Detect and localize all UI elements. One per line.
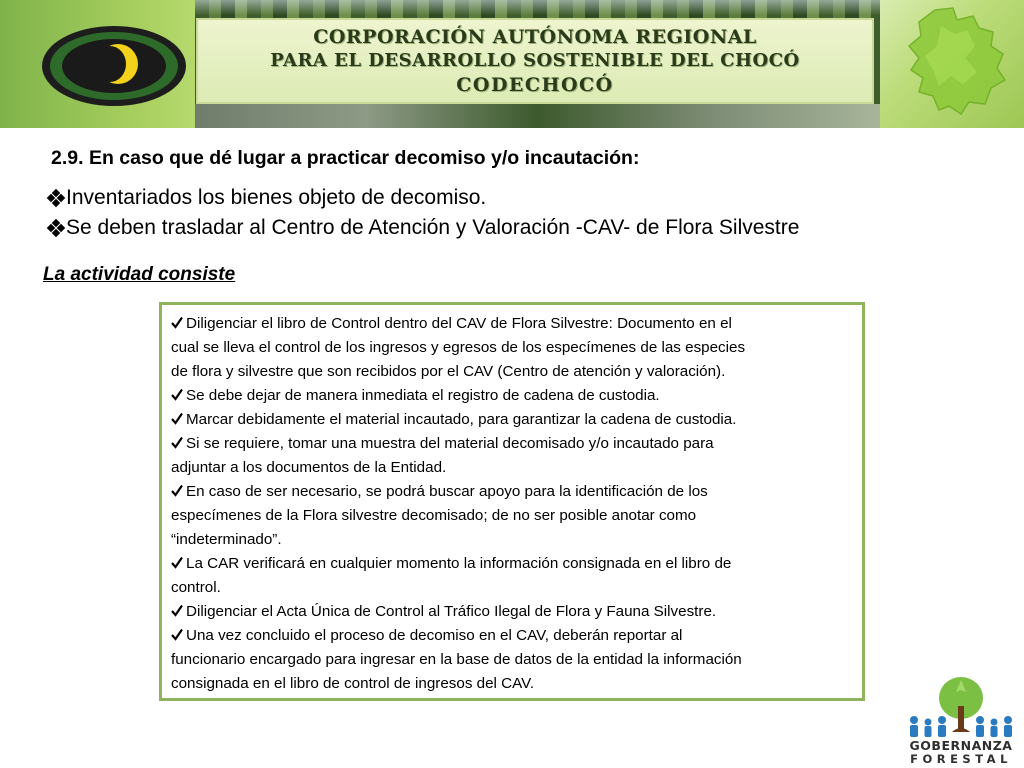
- check-icon: [171, 436, 183, 449]
- activity-item: [171, 408, 854, 432]
- title-line-1: CORPORACIÓN AUTÓNOMA REGIONAL: [313, 26, 757, 48]
- activity-box: [159, 302, 865, 701]
- bullet-text: Inventariados los bienes objeto de decomiso.: [66, 186, 487, 209]
- title-line-2: PARA EL DESARROLLO SOSTENIBLE DEL CHOCÓ: [270, 50, 800, 71]
- check-icon: [171, 604, 183, 617]
- activity-item-continuation: [171, 360, 854, 384]
- check-icon: [171, 316, 183, 329]
- logo-text-forestal: FORESTAL: [910, 752, 1012, 766]
- activity-item-continuation: [171, 336, 854, 360]
- codechoco-logo-icon: [40, 24, 188, 108]
- activity-item: [171, 432, 854, 456]
- activity-item: [171, 312, 854, 336]
- diamond-bullet-icon: [48, 220, 64, 236]
- bullet-list: [48, 183, 799, 243]
- activity-text: adjuntar a los documentos de la Entidad.: [171, 459, 447, 476]
- activity-item-continuation: [171, 456, 854, 480]
- activity-text: “indeterminado”.: [171, 531, 282, 548]
- check-icon: [171, 484, 183, 497]
- header-river-strip: [195, 104, 880, 128]
- activity-item-continuation: [171, 648, 854, 672]
- check-icon: [171, 388, 183, 401]
- activity-text: especímenes de la Flora silvestre decomisado; de no ser posible anotar como: [171, 507, 697, 524]
- check-icon: [171, 412, 183, 425]
- choco-map-icon: [895, 6, 1010, 116]
- activity-text: Una vez concluido el proceso de decomiso en el CAV, deberán reportar al: [186, 627, 683, 644]
- activity-item: [171, 600, 854, 624]
- diamond-bullet-icon: [48, 190, 64, 206]
- activity-text: cual se lleva el control de los ingresos y egresos de los especímenes de las especies: [171, 339, 746, 356]
- check-icon: [171, 628, 183, 641]
- activity-text: Marcar debidamente el material incautado, para garantizar la cadena de custodia.: [186, 411, 737, 428]
- activity-item-continuation: [171, 504, 854, 528]
- check-icon: [171, 556, 183, 569]
- organization-title-plaque: [196, 18, 874, 104]
- activity-text: consignada en el libro de control de ingresos del CAV.: [171, 675, 535, 692]
- activity-text: La CAR verificará en cualquier momento la información consignada en el libro de: [186, 555, 732, 572]
- activity-item-continuation: [171, 576, 854, 600]
- bullet-item: [48, 183, 799, 213]
- header-banner: [0, 0, 1024, 128]
- activity-text: En caso de ser necesario, se podrá buscar apoyo para la identificación de los: [186, 483, 708, 500]
- activity-text: Diligenciar el libro de Control dentro del CAV de Flora Silvestre: Documento en el: [186, 315, 732, 332]
- activity-item-continuation: [171, 528, 854, 552]
- activity-text: funcionario encargado para ingresar en la base de datos de la entidad la información: [171, 651, 742, 668]
- activity-item: [171, 384, 854, 408]
- activity-subheading: La actividad consiste: [43, 264, 236, 285]
- logo-text-gobernanza: GOBERNANZA: [909, 738, 1013, 753]
- activity-text: de flora y silvestre que son recibidos por el CAV (Centro de atención y valoración).: [171, 363, 726, 380]
- activity-item: [171, 624, 854, 648]
- section-heading: 2.9. En caso que dé lugar a practicar decomiso y/o incautación:: [51, 147, 640, 169]
- activity-item-continuation: [171, 672, 854, 696]
- activity-item: [171, 552, 854, 576]
- bullet-item: [48, 213, 799, 243]
- activity-text: control.: [171, 579, 221, 596]
- activity-text: Se debe dejar de manera inmediata el registro de cadena de custodia.: [186, 387, 660, 404]
- activity-item: [171, 480, 854, 504]
- activity-text: Diligenciar el Acta Única de Control al Tráfico Ilegal de Flora y Fauna Silvestre.: [186, 603, 717, 620]
- bullet-text: Se deben trasladar al Centro de Atención y Valoración -CAV- de Flora Silvestre: [66, 216, 800, 239]
- activity-text: Si se requiere, tomar una muestra del material decomisado y/o incautado para: [186, 435, 714, 452]
- title-line-3: CODECHOCÓ: [456, 74, 614, 96]
